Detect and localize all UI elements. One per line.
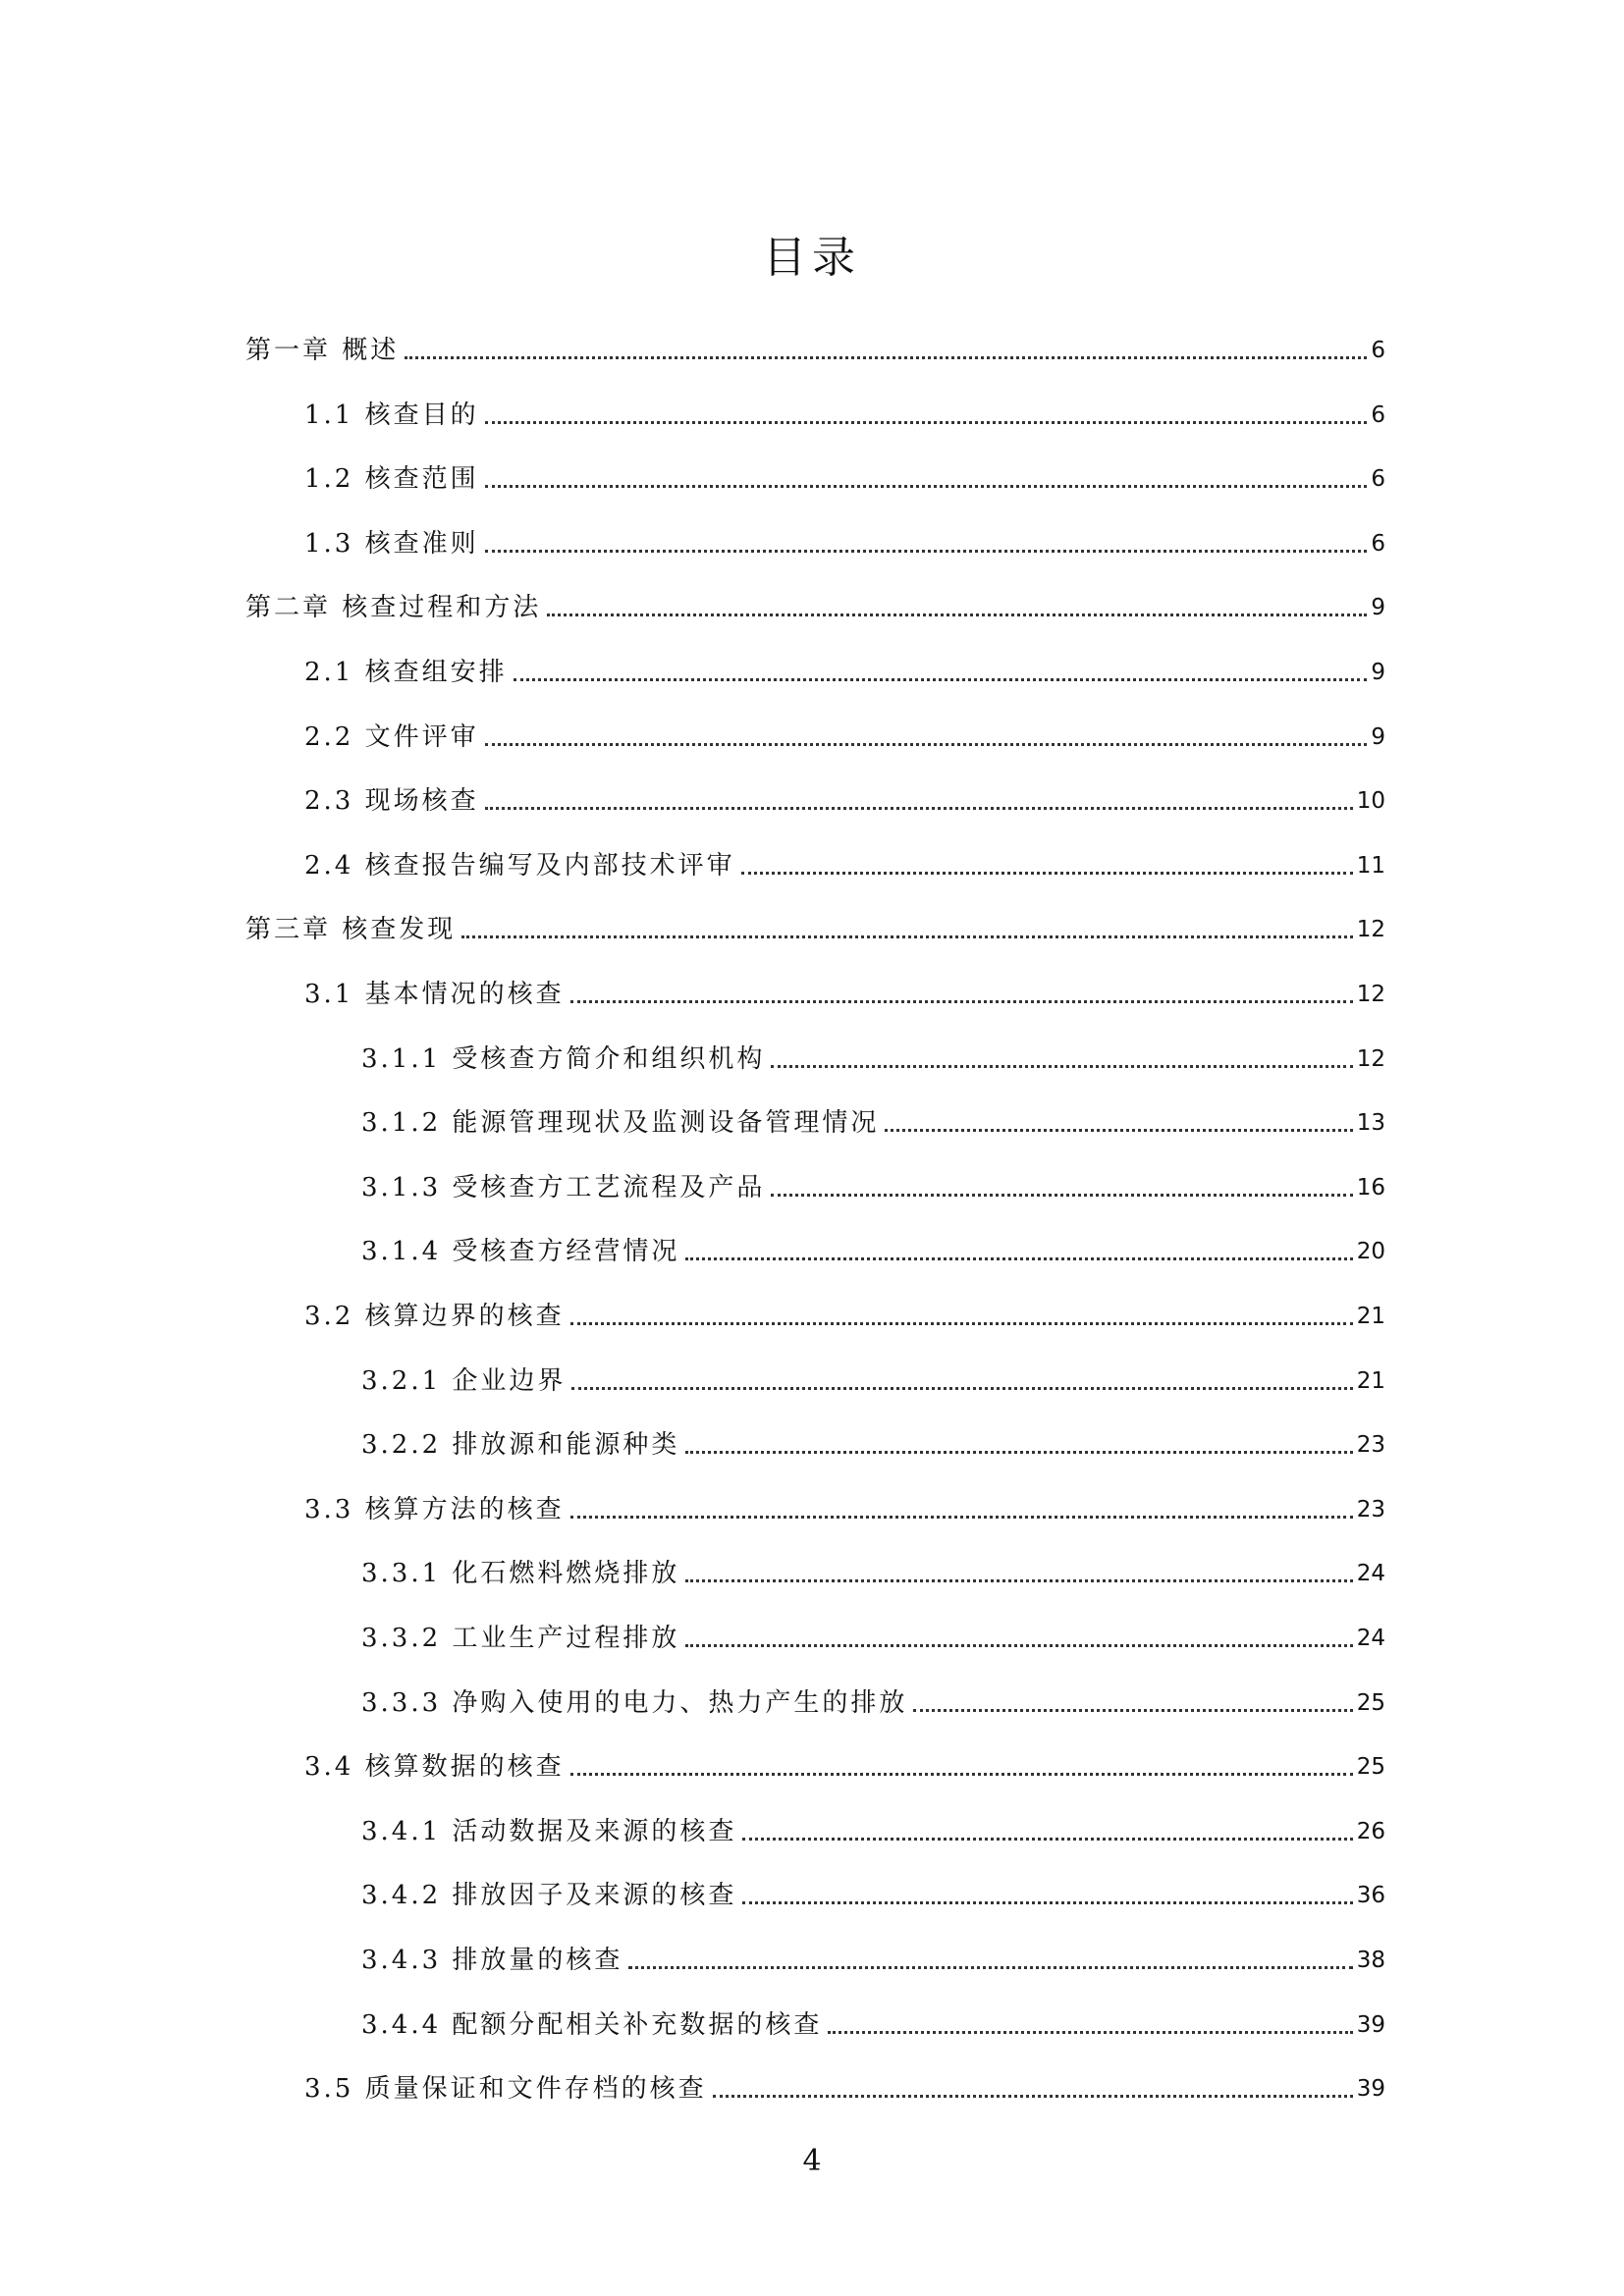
toc-dot-leader bbox=[485, 421, 1368, 424]
toc-entry[interactable] bbox=[245, 907, 1385, 946]
toc-entry-label: 3.1 基本情况的核查 bbox=[304, 980, 565, 1009]
toc-entry-label: 3.3.3 净购入使用的电力、热力产生的排放 bbox=[361, 1688, 908, 1718]
toc-dot-leader bbox=[485, 550, 1368, 553]
toc-entry-label: 3.2 核算边界的核查 bbox=[304, 1302, 565, 1331]
toc-entry[interactable] bbox=[304, 456, 1385, 496]
toc-entry-label: 2.3 现场核查 bbox=[304, 786, 479, 816]
toc-entry-page: 12 bbox=[1356, 1046, 1385, 1072]
toc-entry-page: 6 bbox=[1371, 402, 1385, 428]
toc-entry-page: 39 bbox=[1356, 2076, 1385, 2102]
toc-entry-page: 12 bbox=[1356, 982, 1385, 1007]
toc-dot-leader bbox=[547, 614, 1367, 616]
toc-entry-page: 9 bbox=[1371, 660, 1385, 685]
toc-dot-leader bbox=[685, 1257, 1352, 1260]
toc-entry[interactable] bbox=[304, 2066, 1385, 2106]
toc-entry-page: 12 bbox=[1356, 917, 1385, 942]
toc-entry-page: 6 bbox=[1371, 531, 1385, 557]
toc-entry[interactable] bbox=[361, 1873, 1385, 1912]
toc-dot-leader bbox=[628, 1966, 1352, 1969]
toc-entry-label: 3.3.1 化石燃料燃烧排放 bbox=[361, 1559, 680, 1588]
toc-entry-label: 3.5 质量保证和文件存档的核查 bbox=[304, 2074, 707, 2104]
toc-entry-label: 3.1.4 受核查方经营情况 bbox=[361, 1237, 680, 1266]
toc-entry[interactable] bbox=[304, 521, 1385, 561]
toc-entry[interactable] bbox=[361, 1551, 1385, 1590]
toc-entry[interactable] bbox=[361, 1165, 1385, 1204]
toc-entry-label: 1.2 核查范围 bbox=[304, 464, 479, 494]
toc-entry-page: 25 bbox=[1356, 1754, 1385, 1780]
toc-entry-page: 26 bbox=[1356, 1819, 1385, 1844]
toc-entry-page: 16 bbox=[1356, 1175, 1385, 1201]
toc-dot-leader bbox=[713, 2095, 1353, 2098]
toc-entry-label: 1.3 核查准则 bbox=[304, 529, 479, 559]
toc-entry[interactable] bbox=[361, 1229, 1385, 1268]
toc-dot-leader bbox=[571, 1387, 1352, 1390]
toc-dot-leader bbox=[570, 1000, 1353, 1003]
toc-entry-page: 24 bbox=[1356, 1561, 1385, 1586]
toc-entry-page: 20 bbox=[1356, 1239, 1385, 1264]
toc-dot-leader bbox=[570, 1322, 1353, 1325]
toc-entry[interactable] bbox=[304, 1487, 1385, 1526]
toc-entry[interactable] bbox=[361, 1100, 1385, 1140]
toc-entry-page: 10 bbox=[1356, 788, 1385, 814]
toc-entry[interactable] bbox=[361, 2002, 1385, 2042]
toc-entry-page: 6 bbox=[1371, 466, 1385, 492]
toc-entry[interactable] bbox=[304, 972, 1385, 1011]
toc-dot-leader bbox=[514, 678, 1368, 681]
toc-entry-page: 6 bbox=[1371, 338, 1385, 363]
toc-entry[interactable] bbox=[361, 1809, 1385, 1848]
toc-entry-label: 1.1 核查目的 bbox=[304, 400, 479, 430]
toc-dot-leader bbox=[742, 1838, 1352, 1841]
toc-dot-leader bbox=[485, 743, 1368, 746]
toc-entry-label: 3.2.1 企业边界 bbox=[361, 1366, 567, 1396]
toc-entry[interactable] bbox=[361, 1422, 1385, 1462]
toc-dot-leader bbox=[685, 1579, 1352, 1582]
toc-dot-leader bbox=[570, 1516, 1353, 1519]
toc-entry[interactable] bbox=[304, 778, 1385, 818]
toc-entry-label: 3.4 核算数据的核查 bbox=[304, 1752, 565, 1782]
toc-entry[interactable] bbox=[361, 1938, 1385, 1977]
toc-dot-leader bbox=[741, 872, 1353, 875]
toc-entry-page: 36 bbox=[1356, 1883, 1385, 1908]
toc-dot-leader bbox=[771, 1065, 1352, 1068]
toc-entry-page: 13 bbox=[1356, 1110, 1385, 1136]
toc-entry-page: 9 bbox=[1371, 724, 1385, 750]
page-number: 4 bbox=[802, 2144, 822, 2178]
toc-entry-label: 3.1.2 能源管理现状及监测设备管理情况 bbox=[361, 1108, 880, 1138]
toc-entry-page: 38 bbox=[1356, 1948, 1385, 1973]
toc-entry-label: 3.4.1 活动数据及来源的核查 bbox=[361, 1817, 737, 1846]
toc-dot-leader bbox=[461, 935, 1352, 938]
toc-entry-page: 21 bbox=[1356, 1368, 1385, 1394]
toc-entry[interactable] bbox=[361, 1037, 1385, 1076]
toc-entry-page: 9 bbox=[1371, 595, 1385, 620]
page-title: 目录 bbox=[763, 233, 861, 283]
toc-entry[interactable] bbox=[361, 1359, 1385, 1398]
toc-entry-page: 21 bbox=[1356, 1304, 1385, 1329]
toc-entry[interactable] bbox=[245, 328, 1385, 367]
toc-entry-label: 3.4.4 配额分配相关补充数据的核查 bbox=[361, 2010, 823, 2040]
toc-entry-label: 第一章 概述 bbox=[245, 336, 400, 365]
toc-entry-label: 2.2 文件评审 bbox=[304, 722, 479, 752]
toc-entry[interactable] bbox=[304, 650, 1385, 689]
toc-entry-label: 3.3.2 工业生产过程排放 bbox=[361, 1624, 680, 1653]
toc-entry-label: 3.4.2 排放因子及来源的核查 bbox=[361, 1881, 737, 1910]
toc-entry-label: 2.1 核查组安排 bbox=[304, 658, 508, 687]
toc-entry[interactable] bbox=[304, 393, 1385, 432]
toc-entry[interactable] bbox=[361, 1616, 1385, 1655]
toc-dot-leader bbox=[685, 1644, 1352, 1647]
toc-entry-page: 11 bbox=[1356, 853, 1385, 879]
toc-entry[interactable] bbox=[245, 585, 1385, 624]
toc-entry-label: 3.3 核算方法的核查 bbox=[304, 1495, 565, 1524]
toc-entry-page: 23 bbox=[1356, 1432, 1385, 1458]
toc-entry[interactable] bbox=[361, 1681, 1385, 1720]
toc-dot-leader bbox=[913, 1709, 1352, 1712]
toc-entry[interactable] bbox=[304, 1294, 1385, 1333]
toc-entry[interactable] bbox=[304, 843, 1385, 882]
toc-entry-page: 39 bbox=[1356, 2012, 1385, 2038]
toc-dot-leader bbox=[485, 485, 1368, 488]
toc-entry-page: 23 bbox=[1356, 1497, 1385, 1522]
toc-entry-label: 3.1.1 受核查方简介和组织机构 bbox=[361, 1044, 766, 1074]
toc-entry-label: 2.4 核查报告编写及内部技术评审 bbox=[304, 851, 735, 881]
toc-dot-leader bbox=[685, 1451, 1352, 1454]
toc-entry-label: 第三章 核查发现 bbox=[245, 915, 457, 944]
toc-dot-leader bbox=[405, 356, 1367, 359]
toc-entry-page: 25 bbox=[1356, 1690, 1385, 1716]
toc-entry[interactable] bbox=[304, 1744, 1385, 1784]
toc-entry-label: 3.4.3 排放量的核查 bbox=[361, 1946, 623, 1975]
toc-dot-leader bbox=[485, 807, 1353, 810]
toc-entry-label: 3.1.3 受核查方工艺流程及产品 bbox=[361, 1173, 766, 1202]
toc-entry-label: 3.2.2 排放源和能源种类 bbox=[361, 1430, 680, 1460]
toc-dot-leader bbox=[771, 1194, 1352, 1197]
toc-dot-leader bbox=[570, 1773, 1353, 1776]
toc-entry-label: 第二章 核查过程和方法 bbox=[245, 593, 542, 622]
toc-dot-leader bbox=[885, 1129, 1352, 1132]
toc-dot-leader bbox=[742, 1901, 1352, 1904]
toc-entry[interactable] bbox=[304, 715, 1385, 754]
toc-entry-page: 24 bbox=[1356, 1626, 1385, 1651]
toc-dot-leader bbox=[828, 2031, 1352, 2034]
